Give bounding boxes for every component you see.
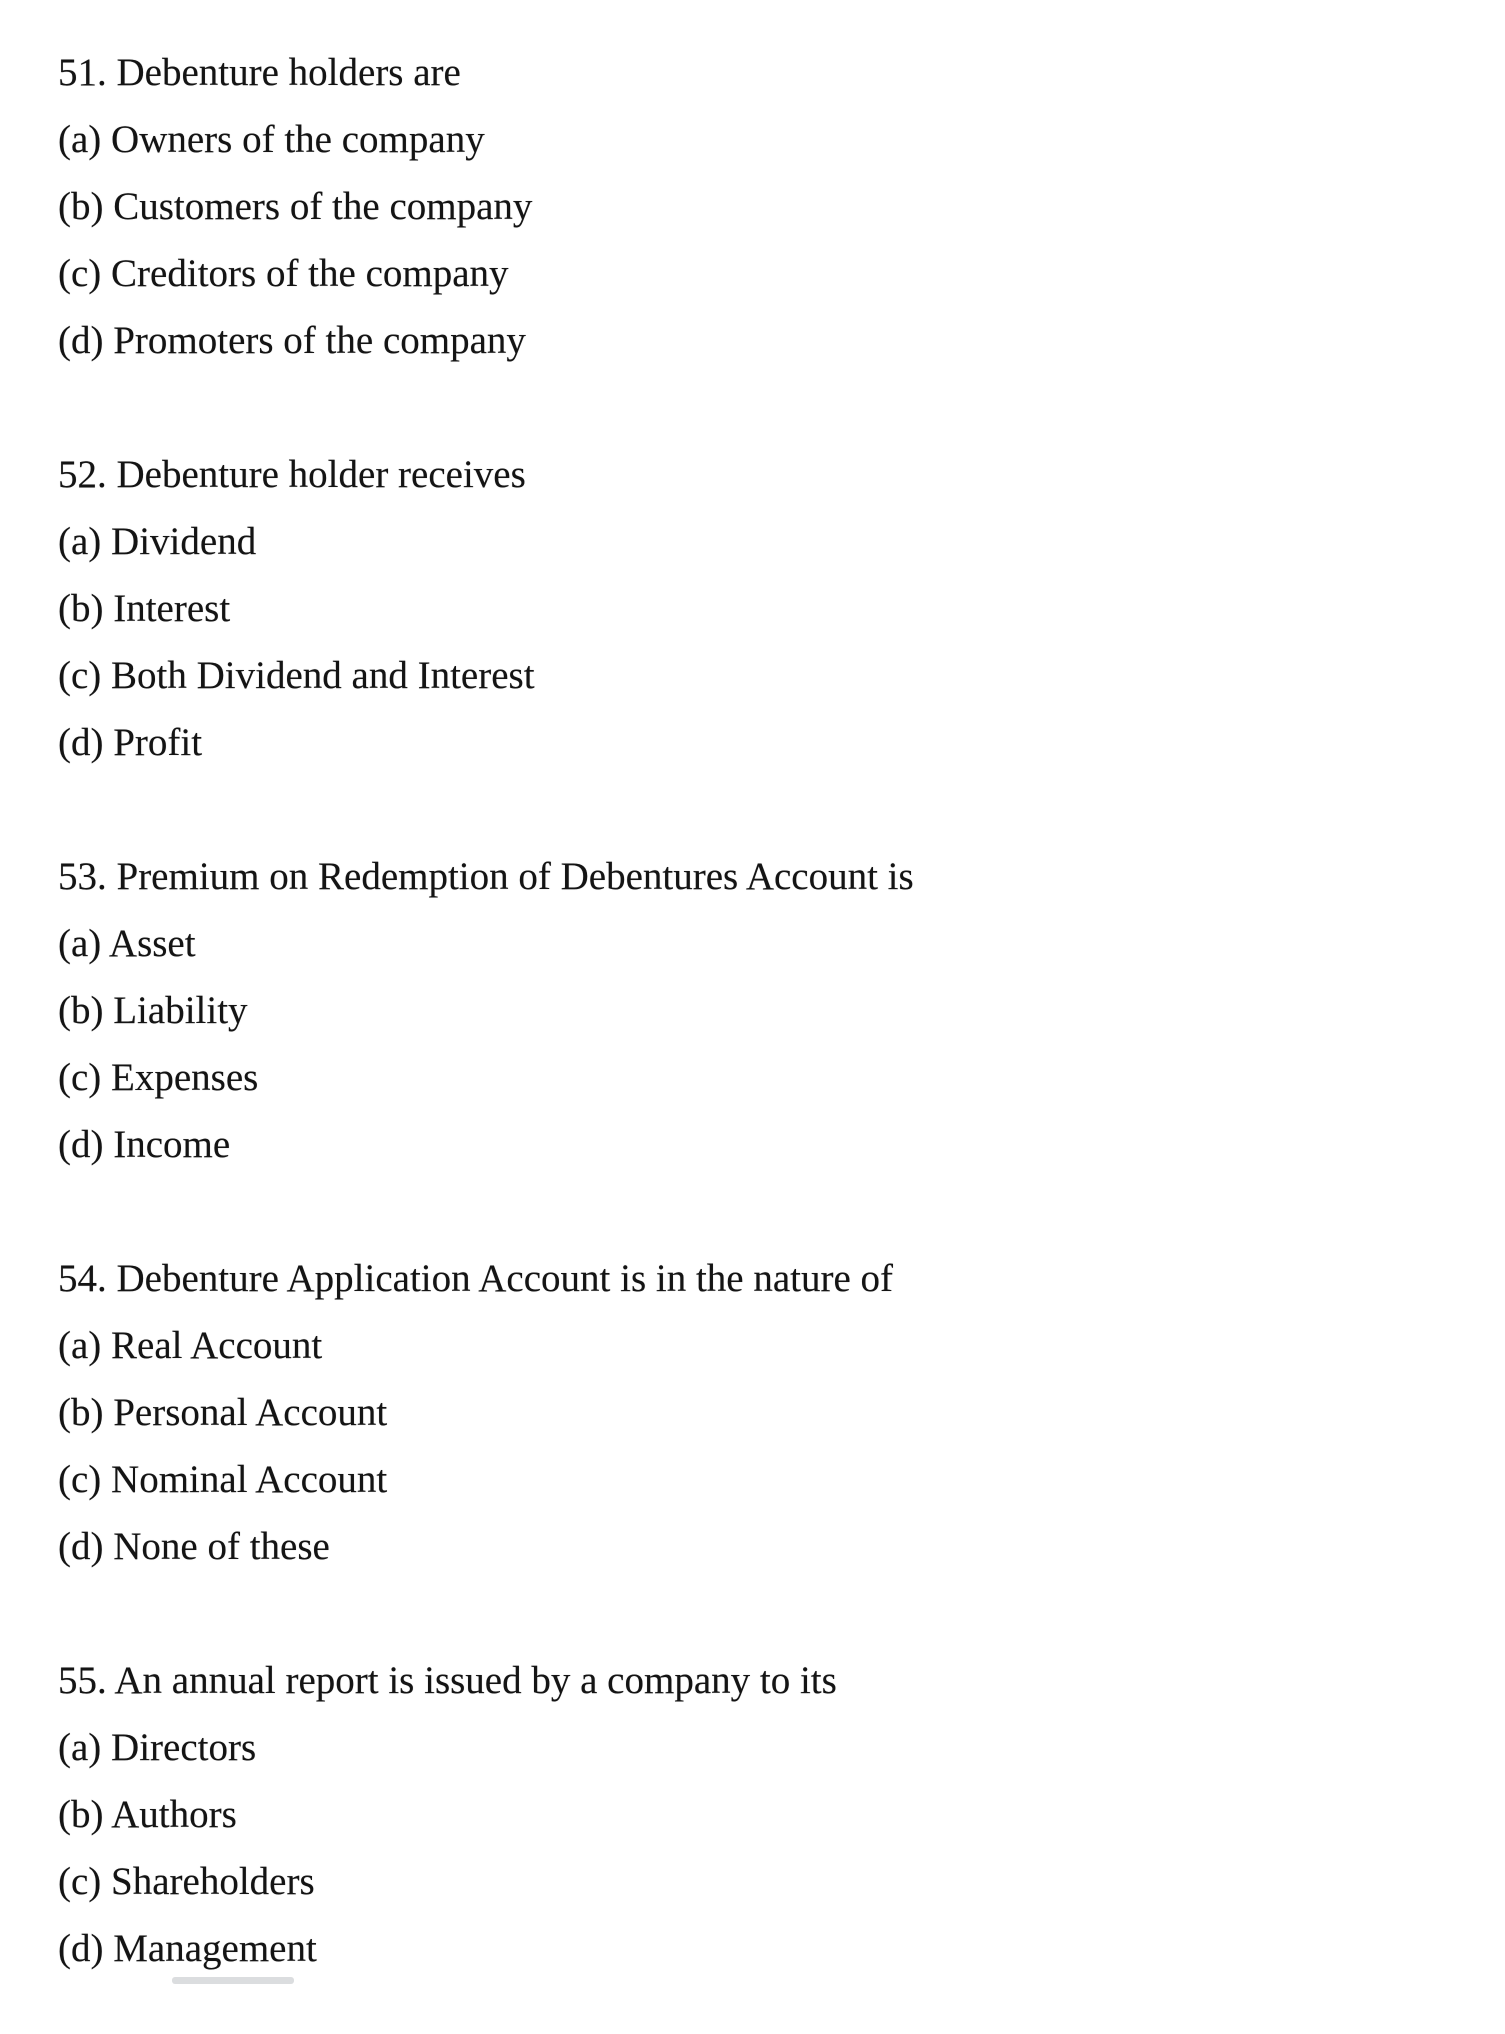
option-label: (b) [58,1793,104,1836]
option-b [58,1781,1465,1848]
option-label: (c) [58,1458,102,1501]
option-label: (b) [58,989,104,1032]
option-label: (d) [58,1123,104,1166]
option-c [58,1848,1465,1915]
option-a [58,910,1465,977]
option-b [58,575,1465,642]
option-a [58,508,1465,575]
question-number: 51. [58,51,107,94]
question-line [58,441,1465,508]
scan-smudge-artifact [172,1977,294,1984]
question-number: 54. [58,1257,107,1300]
option-label: (c) [58,252,102,295]
option-label: (d) [58,319,104,362]
question-53 [58,843,1465,1178]
option-text: Authors [111,1793,237,1836]
option-label: (b) [58,1391,104,1434]
option-d [58,307,1465,374]
option-c [58,1446,1465,1513]
option-a [58,1312,1465,1379]
question-number: 53. [58,855,107,898]
option-text: None of these [113,1525,330,1568]
option-a [58,1714,1465,1781]
option-a [58,106,1465,173]
option-text: Promoters of the company [113,319,526,362]
question-line [58,1647,1465,1714]
question-55 [58,1647,1465,1982]
question-51 [58,39,1465,374]
option-text: Expenses [111,1056,259,1099]
option-text: Profit [113,721,203,764]
option-d [58,1111,1465,1178]
option-label: (c) [58,654,102,697]
option-label: (b) [58,185,104,228]
option-label: (a) [58,520,102,563]
option-text: Personal Account [113,1391,388,1434]
option-b [58,173,1465,240]
question-number: 55. [58,1659,107,1702]
option-label: (b) [58,587,104,630]
question-text: Debenture holder receives [116,453,526,496]
option-label: (a) [58,922,102,965]
option-label: (a) [58,1726,102,1769]
question-54 [58,1245,1465,1580]
question-52 [58,441,1465,776]
option-label: (d) [58,1525,104,1568]
option-text: Income [113,1123,231,1166]
option-text: Owners of the company [111,118,485,161]
option-text: Real Account [111,1324,323,1367]
option-d [58,709,1465,776]
option-label: (d) [58,721,104,764]
option-label: (c) [58,1056,102,1099]
option-label: (c) [58,1860,102,1903]
option-d [58,1915,1465,1982]
option-b [58,1379,1465,1446]
option-text: Directors [111,1726,257,1769]
option-text: Interest [113,587,231,630]
option-c [58,642,1465,709]
option-text: Dividend [111,520,257,563]
option-c [58,240,1465,307]
option-text: Creditors of the company [111,252,509,295]
option-d [58,1513,1465,1580]
question-line [58,1245,1465,1312]
option-text: Nominal Account [111,1458,388,1501]
question-number: 52. [58,453,107,496]
option-text: Asset [108,922,196,965]
option-label: (a) [58,118,102,161]
question-text: Premium on Redemption of Debentures Account is [116,855,914,898]
question-line [58,843,1465,910]
option-text: Both Dividend and Interest [111,654,535,697]
question-line [58,39,1465,106]
question-text: Debenture holders are [116,51,461,94]
option-c [58,1044,1465,1111]
option-label: (d) [58,1927,104,1970]
option-label: (a) [58,1324,102,1367]
option-b [58,977,1465,1044]
option-text: Shareholders [111,1860,315,1903]
question-text: An annual report is issued by a company to its [114,1659,837,1702]
option-text: Management [113,1927,317,1970]
option-text: Customers of the company [113,185,533,228]
option-text: Liability [113,989,248,1032]
question-text: Debenture Application Account is in the nature of [116,1257,894,1300]
